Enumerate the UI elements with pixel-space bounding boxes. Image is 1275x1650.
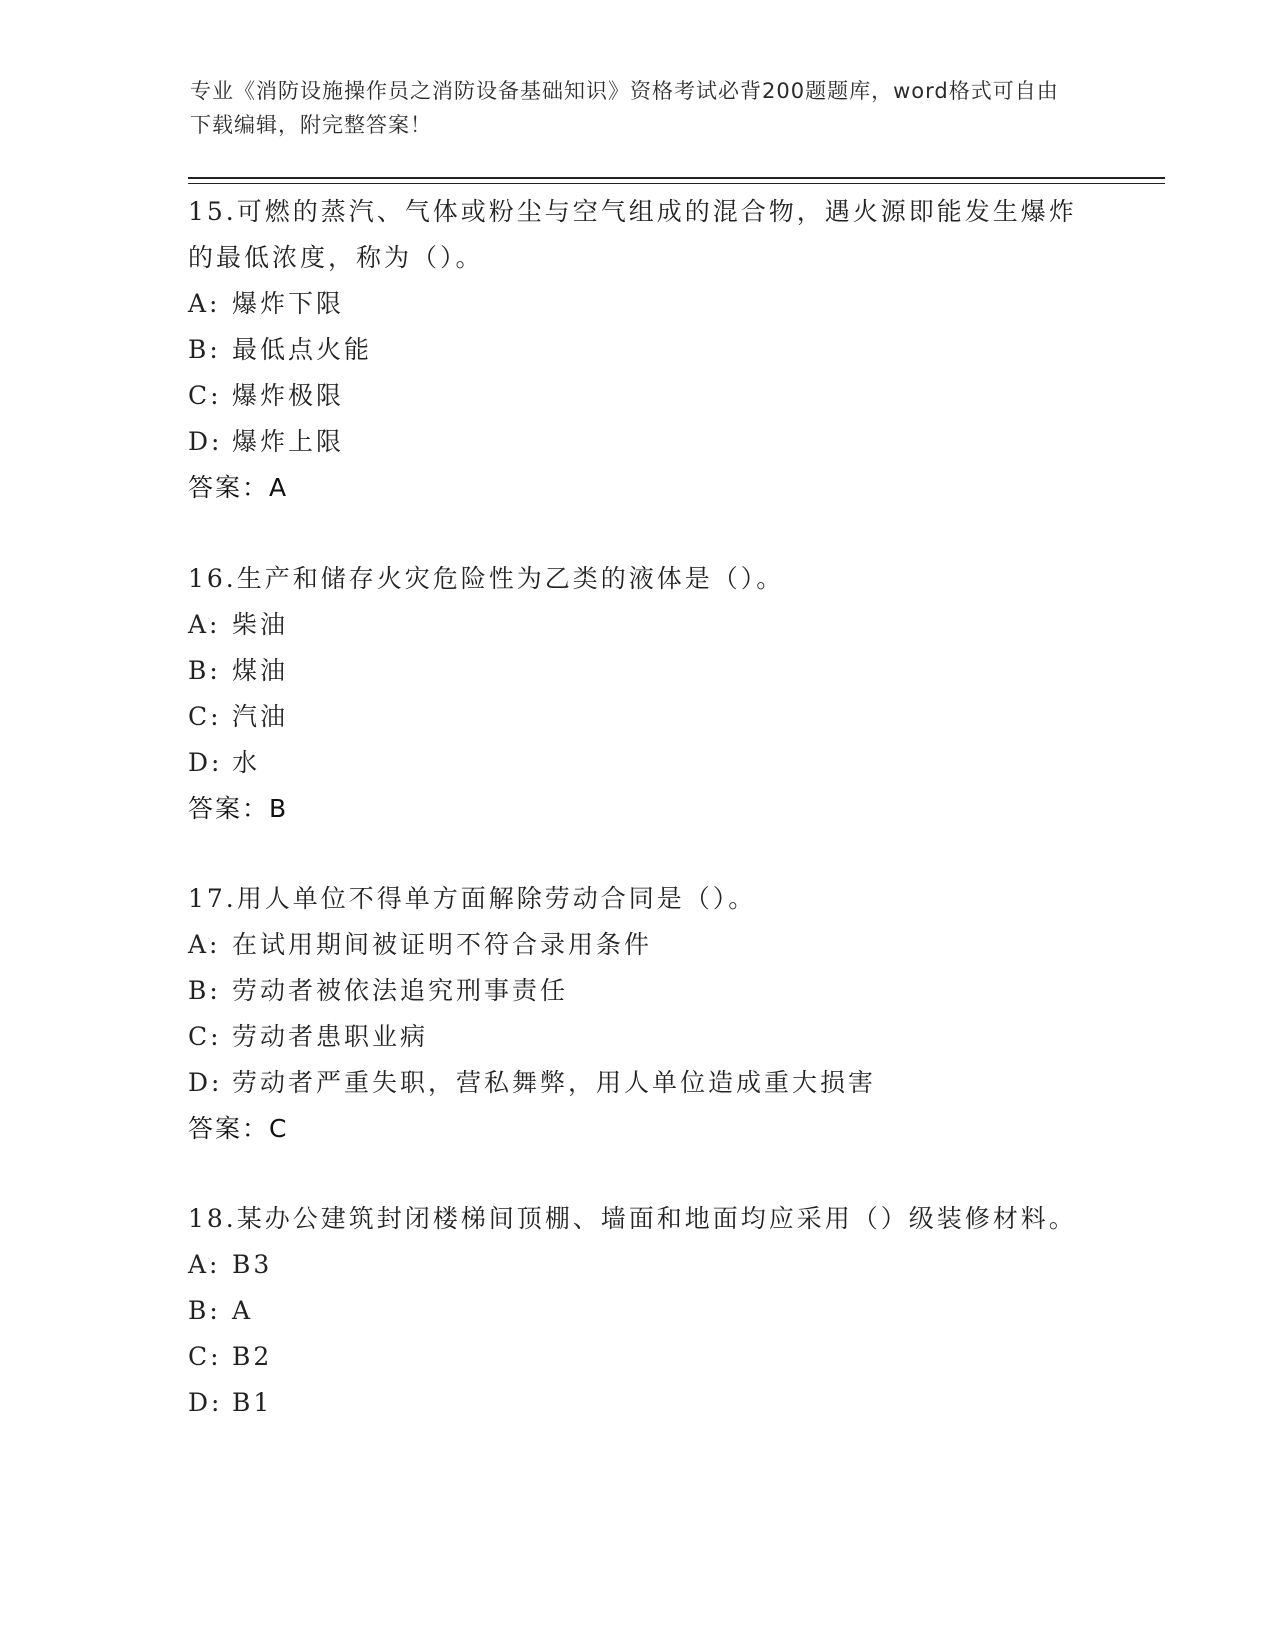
option-d xyxy=(188,740,1088,786)
option-text: A xyxy=(232,1296,254,1325)
answer-line: 答案：C xyxy=(188,1114,289,1143)
option-key: A: xyxy=(188,930,221,959)
question-16 xyxy=(188,556,1088,832)
option-key: D: xyxy=(188,748,223,777)
option-b xyxy=(188,1288,1088,1334)
option-text: 爆炸上限 xyxy=(232,427,345,456)
option-text: B3 xyxy=(232,1250,273,1279)
option-key: B: xyxy=(188,656,221,685)
document-intro: 专业《消防设施操作员之消防设备基础知识》资格考试必背200题题库，word格式可自由下载编辑，附完整答案！ xyxy=(190,79,1059,137)
question-stem: 17.用人单位不得单方面解除劳动合同是（）。 xyxy=(188,884,757,913)
option-text: 汽油 xyxy=(232,702,289,731)
option-text: 柴油 xyxy=(232,610,289,639)
option-key: C: xyxy=(188,702,222,731)
option-d xyxy=(188,1060,1088,1106)
question-stem: 15.可燃的蒸汽、气体或粉尘与空气组成的混合物，遇火源即能发生爆炸的最低浓度，称为（）。 xyxy=(188,197,1077,272)
option-key: C: xyxy=(188,381,222,410)
option-text: 劳动者患职业病 xyxy=(232,1022,429,1051)
option-key: B: xyxy=(188,976,221,1005)
answer-line: 答案：A xyxy=(188,473,289,502)
option-key: D: xyxy=(188,427,223,456)
question-stem: 18.某办公建筑封闭楼梯间顶棚、墙面和地面均应采用（）级装修材料。 xyxy=(188,1204,1077,1233)
option-key: D: xyxy=(188,1068,223,1097)
option-a xyxy=(188,1242,1088,1288)
option-a xyxy=(188,922,1088,968)
option-d xyxy=(188,419,1088,465)
option-text: 爆炸下限 xyxy=(232,289,345,318)
option-key: A: xyxy=(188,610,221,639)
option-text: 爆炸极限 xyxy=(232,381,345,410)
option-key: A: xyxy=(188,289,221,318)
option-b xyxy=(188,968,1088,1014)
answer-line: 答案：B xyxy=(188,794,289,823)
option-text: 煤油 xyxy=(232,656,289,685)
option-key: C: xyxy=(188,1022,222,1051)
header-divider-thin xyxy=(188,183,1165,184)
option-text: B2 xyxy=(232,1342,273,1371)
question-18 xyxy=(188,1196,1088,1426)
option-key: B: xyxy=(188,1296,221,1325)
option-a xyxy=(188,602,1088,648)
option-text: 水 xyxy=(232,748,261,777)
question-stem: 16.生产和储存火灾危险性为乙类的液体是（）。 xyxy=(188,564,785,593)
header-divider-thick xyxy=(188,177,1165,179)
question-15 xyxy=(188,189,1088,511)
option-text: B1 xyxy=(232,1388,273,1417)
question-17 xyxy=(188,876,1088,1152)
option-b xyxy=(188,327,1088,373)
option-text: 劳动者严重失职，营私舞弊，用人单位造成重大损害 xyxy=(232,1068,877,1097)
option-key: C: xyxy=(188,1342,222,1371)
option-c xyxy=(188,694,1088,740)
option-key: A: xyxy=(188,1250,221,1279)
option-c xyxy=(188,1014,1088,1060)
option-c xyxy=(188,1334,1088,1380)
option-a xyxy=(188,281,1088,327)
option-b xyxy=(188,648,1088,694)
option-text: 最低点火能 xyxy=(232,335,373,364)
option-text: 在试用期间被证明不符合录用条件 xyxy=(232,930,653,959)
option-text: 劳动者被依法追究刑事责任 xyxy=(232,976,569,1005)
option-key: D: xyxy=(188,1388,223,1417)
option-key: B: xyxy=(188,335,221,364)
option-c xyxy=(188,373,1088,419)
option-d xyxy=(188,1380,1088,1426)
